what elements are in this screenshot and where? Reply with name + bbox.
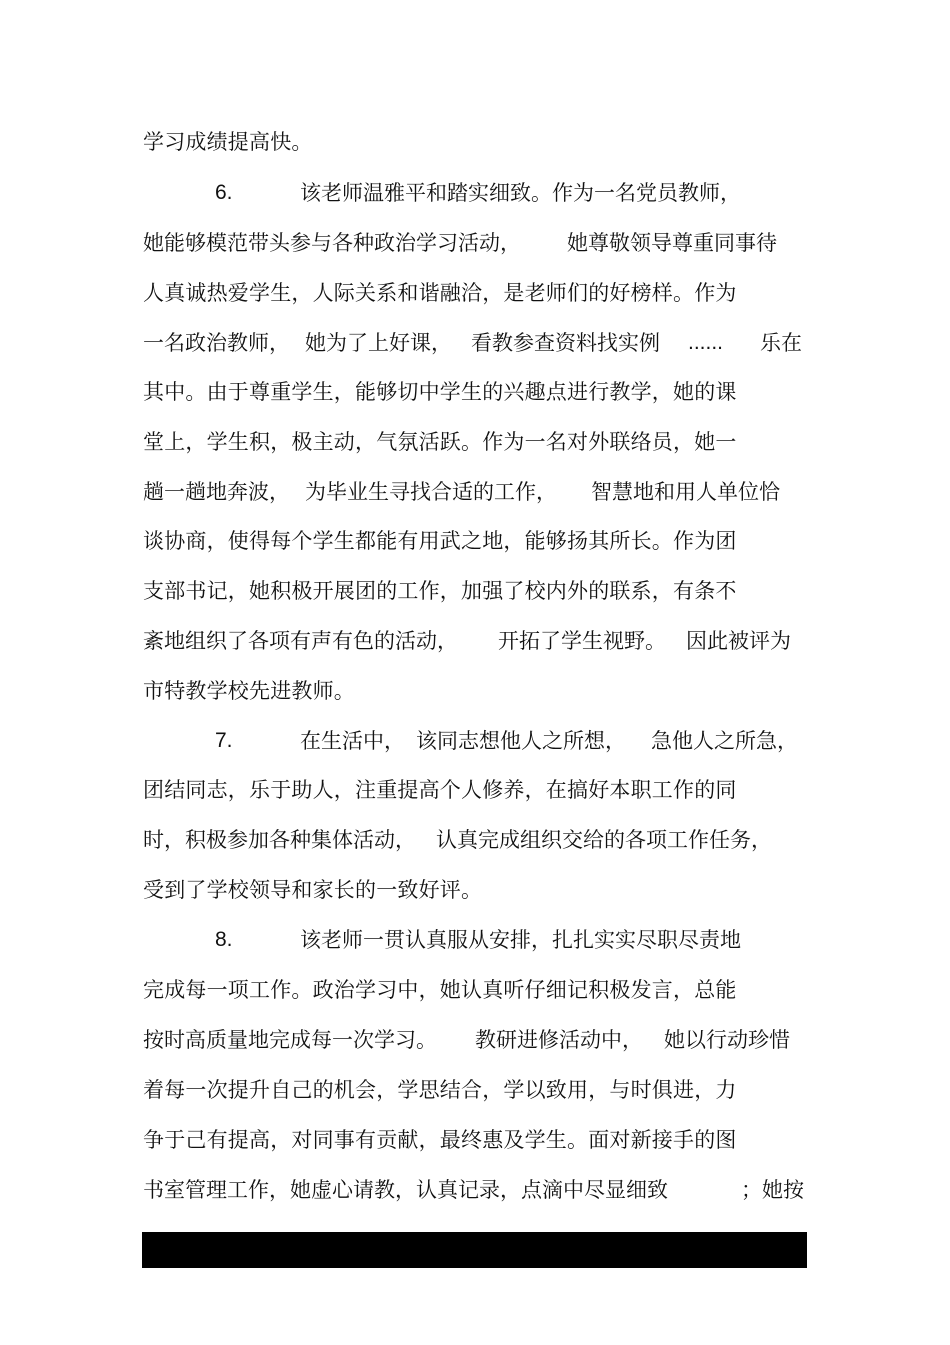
paragraph-6-line-6: 堂上，学生积，极主动，气氛活跃。作为一名对外联络员，她一 bbox=[143, 430, 737, 454]
paragraph-7-line-3a: 时，积极参加各种集体活动， bbox=[143, 828, 416, 852]
paragraph-6-line-4c: 看教参查资料找实例 bbox=[471, 331, 660, 355]
paragraph-6-line-2b: 她尊敬领导尊重同事待 bbox=[567, 231, 777, 255]
paragraph-7-line-1c: 急他人之所急， bbox=[651, 729, 798, 753]
paragraph-7-line-4: 受到了学校领导和家长的一致好评。 bbox=[143, 878, 483, 902]
paragraph-6-line-4e: 乐在 bbox=[760, 331, 802, 355]
paragraph-8-number: 8. bbox=[215, 928, 233, 951]
paragraph-7-line-3b: 认真完成组织交给的各项工作任务， bbox=[436, 828, 772, 852]
paragraph-6-line-11: 市特教学校先进教师。 bbox=[143, 679, 355, 703]
paragraph-7-number: 7. bbox=[215, 729, 233, 752]
paragraph-6-line-7c: 智慧地和用人单位恰 bbox=[591, 480, 780, 504]
paragraph-8-line-1: 该老师一贯认真服从安排，扎扎实实尽职尽责地 bbox=[300, 928, 741, 952]
paragraph-6-line-4b: 她为了上好课， bbox=[305, 331, 452, 355]
paragraph-8-line-6a: 书室管理工作，她虚心请教，认真记录，点滴中尽显细致 bbox=[143, 1178, 668, 1202]
paragraph-6-line-4d: ...... bbox=[688, 331, 724, 354]
paragraph-7-line-2: 团结同志，乐于助人，注重提高个人修养，在搞好本职工作的同 bbox=[143, 778, 737, 802]
paragraph-6-line-1: 该老师温雅平和踏实细致。作为一名党员教师， bbox=[300, 181, 741, 205]
paragraph-6-line-4a: 一名政治教师， bbox=[143, 331, 290, 355]
footer-black-bar bbox=[142, 1232, 807, 1268]
paragraph-6-number: 6. bbox=[215, 181, 233, 204]
paragraph-6-line-3: 人真诚热爱学生，人际关系和谐融洽，是老师们的好榜样。作为 bbox=[143, 281, 737, 305]
paragraph-8-line-5: 争于己有提高，对同事有贡献，最终惠及学生。面对新接手的图 bbox=[143, 1128, 737, 1152]
paragraph-8-line-6b: ；她按 bbox=[741, 1178, 804, 1202]
paragraph-6-line-10a: 紊地组织了各项有声有色的活动， bbox=[143, 629, 458, 653]
paragraph-6-line-7a: 趟一趟地奔波， bbox=[143, 480, 290, 504]
paragraph-7-line-1b: 该同志想他人之所想， bbox=[416, 729, 626, 753]
paragraph-6-line-10b: 开拓了学生视野。 bbox=[498, 629, 666, 653]
paragraph-6-line-9: 支部书记，她积极开展团的工作，加强了校内外的联系，有条不 bbox=[143, 579, 737, 603]
paragraph-6-line-2a: 她能够模范带头参与各种政治学习活动， bbox=[143, 231, 521, 255]
paragraph-8-line-2: 完成每一项工作。政治学习中，她认真听仔细记积极发言，总能 bbox=[143, 978, 737, 1002]
paragraph-6-line-10c: 因此被评为 bbox=[686, 629, 791, 653]
paragraph-6-line-7b: 为毕业生寻找合适的工作， bbox=[305, 480, 557, 504]
paragraph-6-line-5: 其中。由于尊重学生，能够切中学生的兴趣点进行教学，她的课 bbox=[143, 380, 737, 404]
paragraph-5-tail: 学习成绩提高快。 bbox=[143, 130, 313, 154]
paragraph-8-line-3b: 教研进修活动中， bbox=[475, 1028, 643, 1052]
paragraph-7-line-1a: 在生活中， bbox=[300, 729, 405, 753]
paragraph-8-line-4: 着每一次提升自己的机会，学思结合，学以致用，与时俱进，力 bbox=[143, 1078, 737, 1102]
paragraph-8-line-3a: 按时高质量地完成每一次学习。 bbox=[143, 1028, 437, 1052]
paragraph-6-line-8: 谈协商，使得每个学生都能有用武之地，能够扬其所长。作为团 bbox=[143, 529, 737, 553]
paragraph-8-line-3c: 她以行动珍惜 bbox=[664, 1028, 790, 1052]
